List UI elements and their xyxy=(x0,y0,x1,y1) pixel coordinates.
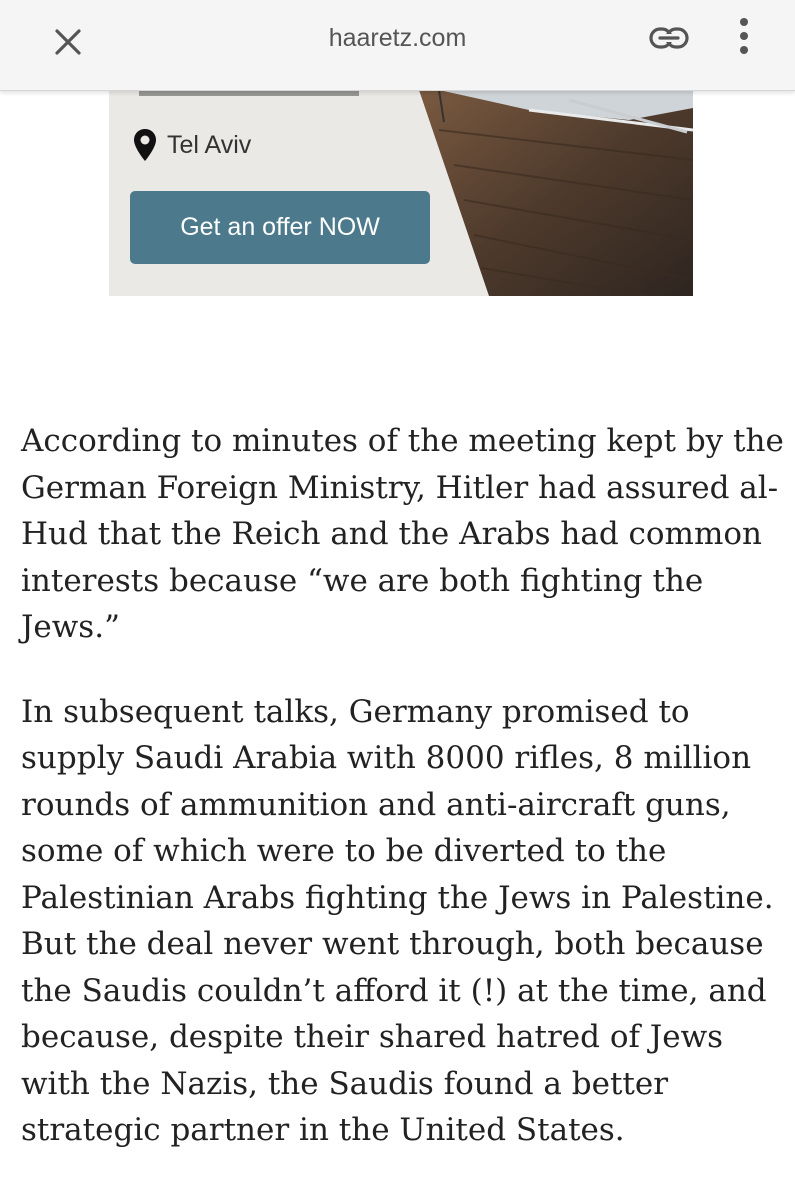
article-paragraph: In subsequent talks, Germany promised to supply Saudi Arabia with 8000 rifles, 8 million rounds of ammunition and anti-aircraft guns, some of which were to be diverted to the Palestinian Arabs fighting the Jews in Palestine. But the deal never went through, both because the Saudis couldn’t afford it (!) at the time, and because, despite their shared hatred of Jews with the Nazis, the Saudis found a better strategic partner in the United States. xyxy=(21,693,774,1148)
overflow-menu-button[interactable] xyxy=(733,14,755,58)
url-display[interactable]: haaretz.com xyxy=(328,24,467,52)
article-body xyxy=(21,418,791,1192)
copy-link-button[interactable] xyxy=(648,22,690,54)
ad-location xyxy=(133,128,251,162)
link-icon xyxy=(648,22,690,54)
ad-location-label: Tel Aviv xyxy=(167,130,252,159)
advertisement-banner[interactable] xyxy=(109,90,693,296)
map-pin-icon xyxy=(133,128,157,162)
more-vert-icon xyxy=(733,14,755,58)
get-offer-button[interactable]: Get an offer NOW xyxy=(130,191,430,264)
browser-toolbar xyxy=(0,0,795,91)
article-paragraph: According to minutes of the meeting kept by the German Foreign Ministry, Hitler had assured al-Hud that the Reich and the Arabs had common interests because “we are both fighting the Jews.” xyxy=(21,423,784,645)
